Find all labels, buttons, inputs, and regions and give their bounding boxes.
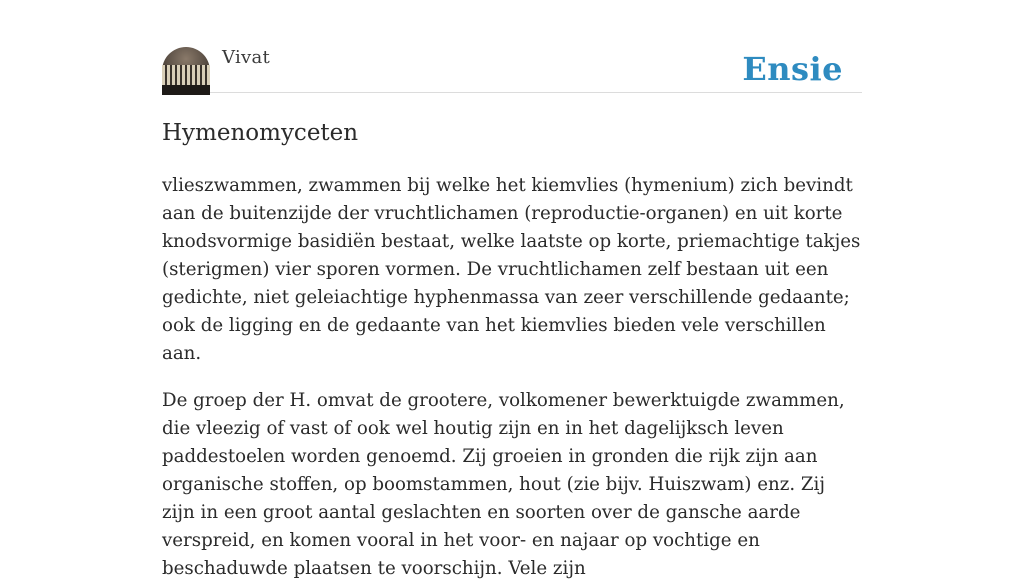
avatar-books-image — [162, 65, 210, 85]
article-paragraph: vlieszwammen, zwammen bij welke het kiemvlies (hymenium) zich bevindt aan de buitenzijde der vruchtlichamen (reproductie-organen) en uit korte knodsvormige basidiën bestaat, welke laatste op korte, priemachtige takjes (sterigmen) vier sporen vormen. De vruchtlichamen zelf bestaan uit een gedichte, niet geleiachtige hyphenmassa van zeer verschillende gedaante; ook de ligging en de gedaante van het kiemvlies bieden vele verschillen aan. — [162, 175, 861, 364]
author-avatar[interactable] — [162, 47, 210, 95]
author-name[interactable]: Vivat — [222, 47, 271, 68]
page — [162, 0, 862, 583]
article-paragraph: De groep der H. omvat de grootere, volkomener bewerktuigde zwammen, die vleezig of vast of ook wel houtig zijn en in het dagelijksch leven paddestoelen worden genoemd. Zij groeien in gronden die rijk zijn aan organische stoffen, op boomstammen, hout (zie bijv. Huiszwam) enz. Zij zijn in een groot aantal geslachten en soorten over de gansche aarde verspreid, en komen vooral in het voor- en najaar op vochtige en beschaduwde plaatsen te voorschijn. Vele zijn — [162, 390, 845, 579]
brand-logo[interactable]: Ensie — [742, 50, 843, 88]
page-title: Hymenomyceten — [162, 120, 359, 146]
header — [162, 0, 862, 93]
avatar-shelf-image — [162, 85, 210, 95]
